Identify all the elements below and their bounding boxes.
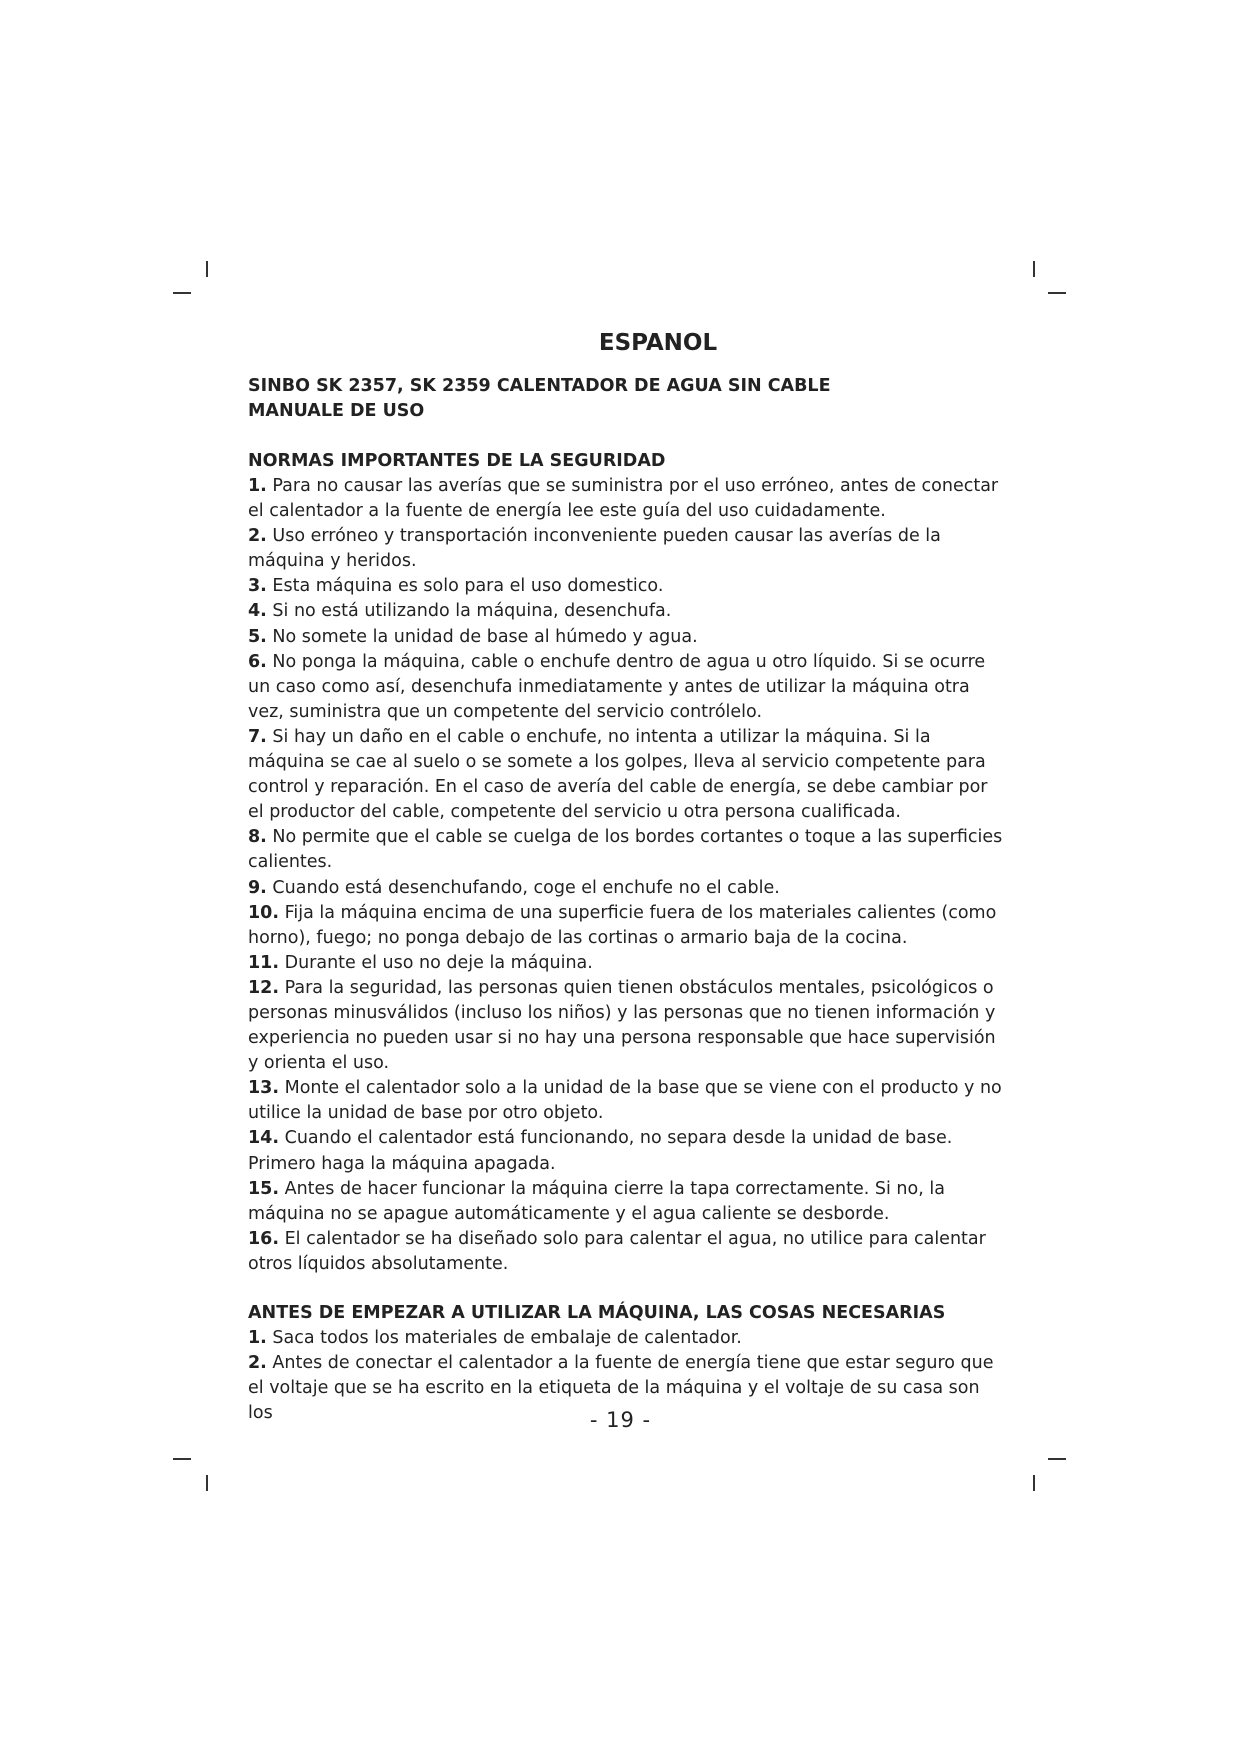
crop-mark-top-left-horizontal: [173, 292, 191, 294]
list-item: [248, 1227, 1008, 1277]
item-number: 1.: [248, 1328, 267, 1348]
item-number: 16.: [248, 1228, 280, 1249]
item-text: Para la seguridad, las personas quien tienen obstáculos mentales, psicológicos o personas minusválidos (incluso los niños) y las personas que no tienen información y experiencia no pueden usar si no hay una persona responsable que hace supervisión y orienta el uso.: [248, 977, 996, 1074]
crop-mark-top-right-vertical: [1033, 261, 1035, 277]
item-text: Cuando está desenchufando, coge el enchufe no el cable.: [272, 877, 780, 898]
crop-mark-top-right-horizontal: [1048, 292, 1066, 294]
item-text: Para no causar las averías que se suministra por el uso erróneo, antes de conectar el calentador a la fuente de energía lee este guía del uso cuidadamente.: [248, 476, 999, 522]
item-number: 10.: [248, 902, 280, 923]
item-number: 7.: [248, 726, 267, 747]
item-number: 2.: [248, 1353, 267, 1374]
item-text: No ponga la máquina, cable o enchufe dentro de agua u otro líquido. Si se ocurre un caso como así, desenchufa inmediatamente y antes de utilizar la máquina otra vez, suministra que un competente del servicio contrólelo.: [248, 651, 986, 722]
item-number: 12.: [248, 977, 280, 998]
document-title-line1: SINBO SK 2357, SK 2359 CALENTADOR DE AGUA SIN CABLE: [248, 376, 831, 396]
item-number: 14.: [248, 1128, 280, 1149]
item-number: 2.: [248, 526, 267, 547]
crop-mark-top-left-vertical: [206, 261, 208, 277]
item-text: Durante el uso no deje la máquina.: [284, 952, 593, 973]
item-text: Monte el calentador solo a la unidad de la base que se viene con el producto y no utilice la unidad de base por otro objeto.: [248, 1078, 1002, 1124]
item-number: 11.: [248, 952, 280, 973]
list-item: [248, 1076, 1008, 1126]
item-text: No permite que el cable se cuelga de los bordes cortantes o toque a las superficies calientes.: [248, 827, 1003, 873]
item-text: Cuando el calentador está funcionando, no separa desde la unidad de base. Primero haga la máquina apagada.: [248, 1128, 953, 1174]
safety-list: [248, 474, 1008, 1277]
list-item: [248, 1326, 1008, 1351]
list-item: [248, 825, 1008, 875]
list-item: [248, 951, 1008, 976]
item-text: Antes de conectar el calentador a la fuente de energía tiene que estar seguro que el voltaje que se ha escrito en la etiqueta de la máquina y el voltaje de su casa son los: [248, 1353, 994, 1424]
item-number: 15.: [248, 1178, 280, 1199]
item-number: 1.: [248, 476, 267, 496]
crop-mark-bottom-right-horizontal: [1048, 1458, 1066, 1460]
section-safety: [248, 449, 1008, 1277]
section-title-safety: NORMAS IMPORTANTES DE LA SEGURIDAD: [248, 451, 666, 471]
item-text: Esta máquina es solo para el uso domestico.: [272, 576, 664, 597]
item-text: Uso erróneo y transportación inconveniente pueden causar las averías de la máquina y heridos.: [248, 526, 941, 572]
item-text: No somete la unidad de base al húmedo y agua.: [272, 626, 698, 647]
list-item: [248, 1126, 1008, 1176]
list-item: [248, 599, 1008, 624]
list-item: [248, 524, 1008, 574]
item-text: Saca todos los materiales de embalaje de calentador.: [272, 1328, 742, 1348]
item-number: 6.: [248, 651, 267, 672]
crop-mark-bottom-left-vertical: [206, 1475, 208, 1491]
item-number: 3.: [248, 576, 267, 597]
list-item: [248, 650, 1008, 725]
language-heading: ESPANOL: [598, 330, 718, 356]
item-text: Si hay un daño en el cable o enchufe, no intenta a utilizar la máquina. Si la máquina se cae al suelo o se somete a los golpes, lleva al servicio competente para control y reparación. En el caso de avería del cable de energía, se debe cambiar por el productor del cable, competente del servicio u otra persona cualificada.: [248, 726, 988, 823]
list-item: [248, 625, 1008, 650]
crop-mark-bottom-left-horizontal: [173, 1458, 191, 1460]
item-number: 13.: [248, 1078, 280, 1099]
list-item: [248, 976, 1008, 1076]
list-item: [248, 574, 1008, 599]
crop-mark-bottom-right-vertical: [1033, 1475, 1035, 1491]
list-item: [248, 474, 1008, 524]
list-item: [248, 876, 1008, 901]
list-item: [248, 901, 1008, 951]
item-number: 8.: [248, 827, 267, 848]
section-title-before-use: ANTES DE EMPEZAR A UTILIZAR LA MÁQUINA, LAS COSAS NECESARIAS: [248, 1303, 946, 1323]
item-number: 9.: [248, 877, 267, 898]
item-text: Si no está utilizando la máquina, desenchufa.: [272, 601, 672, 622]
list-item: [248, 725, 1008, 825]
item-text: Antes de hacer funcionar la máquina cierre la tapa correctamente. Si no, la máquina no se apague automáticamente y el agua caliente se desborde.: [248, 1178, 945, 1224]
manual-page: [248, 330, 1008, 1426]
item-number: 4.: [248, 601, 267, 622]
page-number: - 19 -: [589, 1408, 652, 1432]
document-title-line2: MANUALE DE USO: [248, 401, 425, 421]
list-item: [248, 1177, 1008, 1227]
item-text: Fija la máquina encima de una superficie fuera de los materiales calientes (como horno), fuego; no ponga debajo de las cortinas o armario baja de la cocina.: [248, 902, 997, 948]
item-text: El calentador se ha diseñado solo para calentar el agua, no utilice para calentar otros líquidos absolutamente.: [248, 1228, 986, 1274]
item-number: 5.: [248, 626, 267, 647]
